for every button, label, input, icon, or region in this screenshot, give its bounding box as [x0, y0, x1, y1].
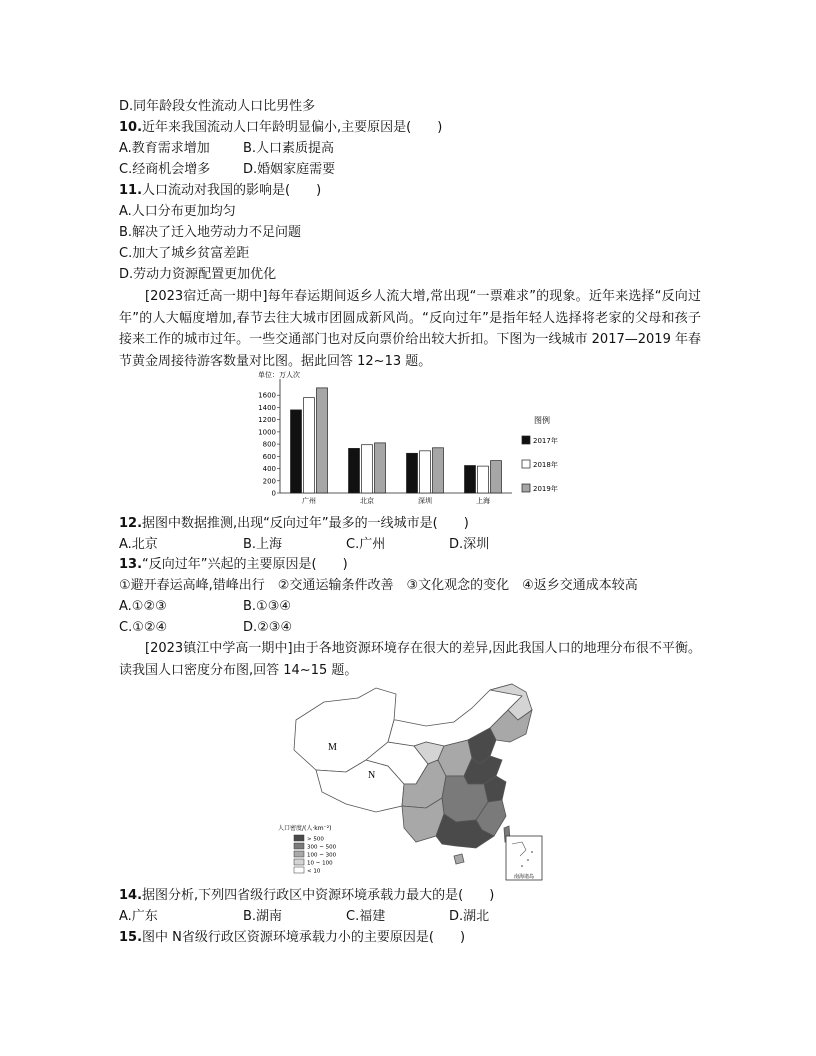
bar-上海-2017年 — [465, 466, 476, 494]
map-legend-label: 100 ~ 300 — [307, 852, 337, 859]
map-legend-label: 10 ~ 100 — [307, 860, 333, 867]
bar-广州-2019年 — [317, 388, 328, 493]
bar-北京-2017年 — [349, 448, 360, 493]
q13-option-c: C.①②④ — [119, 620, 168, 635]
legend-label: 2019年 — [533, 485, 558, 493]
bar-上海-2018年 — [478, 466, 489, 493]
y-tick-label: 200 — [262, 477, 276, 486]
q14-option-b: B.湖南 — [243, 909, 283, 924]
x-tick-label: 广州 — [302, 497, 316, 505]
map-legend — [278, 824, 337, 875]
q15-stem: 15.图中 N省级行政区资源环境承载力小的主要原因是( ) — [119, 930, 466, 945]
q12-stem: 12.据图中数据推测,出现“反向过年”最多的一线城市是( ) — [119, 516, 469, 531]
q13-option-d: D.②③④ — [243, 620, 293, 635]
q11-stem: 11.人口流动对我国的影响是( ) — [119, 183, 322, 198]
y-tick-label: 600 — [262, 452, 276, 461]
q10-stem: 10.近年来我国流动人口年龄明显偏小,主要原因是( ) — [119, 120, 443, 135]
map-legend-swatch — [294, 851, 304, 857]
x-tick-label: 上海 — [476, 497, 490, 505]
q11-option-b: B.解决了迁入地劳动力不足问题 — [119, 225, 302, 240]
y-tick-label: 1400 — [258, 403, 276, 412]
q14-option-a: A.广东 — [119, 909, 158, 924]
map-label-n: N — [368, 770, 376, 781]
map-legend-label: 300 ~ 500 — [307, 844, 337, 851]
legend-title: 图例 — [534, 416, 550, 425]
y-tick-label: 1200 — [258, 416, 276, 425]
chart-unit-label: 单位：万人次 — [258, 371, 300, 379]
y-tick-label: 1600 — [258, 391, 276, 400]
q14-stem: 14.据图分析,下列四省级行政区中资源环境承载力最大的是( ) — [119, 888, 495, 903]
inset-label: 南海诸岛 — [513, 874, 535, 880]
map-legend-swatch — [294, 859, 304, 865]
china-population-density-map — [276, 680, 546, 882]
q10-option-c: C.经商机会增多 — [119, 162, 211, 177]
tourist-bar-chart — [250, 366, 580, 508]
bar-上海-2019年 — [491, 461, 502, 493]
q10-option-a: A.教育需求增加 — [119, 141, 210, 156]
map-legend-swatch — [294, 843, 304, 849]
south-china-sea-inset — [506, 836, 542, 880]
x-tick-label: 深圳 — [418, 497, 432, 505]
q12-option-c: C.广州 — [346, 537, 386, 552]
y-tick-label: 1000 — [258, 428, 276, 437]
q11-option-d: D.劳动力资源配置更加优化 — [119, 267, 277, 282]
passage-reverse-new-year: [2023宿迁高一期中]每年春运期间返乡人流大增,常出现“一票难求”的现象。近年来选择“反向过年”的人大幅度增加,春节去往大城市团圆成新风尚。“反向过年”是指年轻人选择将老家的父母和孩子接来工作的城市过年。一些交通部门也对反向票价给出较大折扣。下图为一线城市 2017—2019 年春节黄金周接待游客数量对比图。据此回答 12~13 题。 — [119, 289, 701, 369]
legend-label: 2017年 — [533, 437, 558, 445]
q12-option-a: A.北京 — [119, 537, 158, 552]
bar-深圳-2019年 — [433, 448, 444, 493]
map-legend-swatch — [294, 867, 304, 873]
q9-option-d: D.同年龄段女性流动人口比男性多 — [119, 99, 316, 114]
q13-statements: ①避开春运高峰,错峰出行 ②交通运输条件改善 ③文化观念的变化 ④返乡交通成本较高 — [119, 578, 638, 593]
q10-option-d: D.婚姻家庭需要 — [243, 162, 336, 177]
map-legend-label: > 500 — [307, 836, 324, 843]
q13-option-b: B.①③④ — [243, 599, 292, 614]
x-tick-label: 北京 — [360, 497, 374, 505]
passage-population-distribution: [2023镇江中学高一期中]由于各地资源环境存在很大的差异,因此我国人口的地理分布很不平衡。读我国人口密度分布图,回答 14~15 题。 — [119, 641, 701, 678]
q13-option-a: A.①②③ — [119, 599, 167, 614]
legend-swatch-2019年 — [522, 484, 530, 492]
q11-option-c: C.加大了城乡贫富差距 — [119, 246, 250, 261]
legend-swatch-2018年 — [522, 460, 530, 468]
bar-北京-2019年 — [375, 443, 386, 493]
q14-option-c: C.福建 — [346, 909, 386, 924]
map-legend-label: < 10 — [307, 868, 321, 875]
y-tick-label: 400 — [262, 465, 276, 474]
y-tick-label: 800 — [262, 440, 276, 449]
q10-option-b: B.人口素质提高 — [243, 141, 335, 156]
bar-深圳-2018年 — [420, 451, 431, 493]
legend-label: 2018年 — [533, 461, 558, 469]
bar-广州-2018年 — [304, 398, 315, 493]
q12-option-b: B.上海 — [243, 537, 283, 552]
province-hainan — [454, 854, 464, 864]
q13-stem: 13.“反向过年”兴起的主要原因是( ) — [119, 557, 348, 572]
q14-option-d: D.湖北 — [449, 909, 490, 924]
q11-option-a: A.人口分布更加均匀 — [119, 204, 236, 219]
y-tick-label: 0 — [271, 489, 276, 498]
legend-swatch-2017年 — [522, 436, 530, 444]
bar-北京-2018年 — [362, 445, 373, 493]
map-legend-title: 人口密度/(人·km⁻²) — [278, 825, 332, 832]
map-label-m: M — [328, 742, 337, 753]
q12-option-d: D.深圳 — [449, 537, 490, 552]
map-legend-swatch — [294, 835, 304, 841]
bar-广州-2017年 — [291, 410, 302, 493]
bar-深圳-2017年 — [407, 453, 418, 493]
